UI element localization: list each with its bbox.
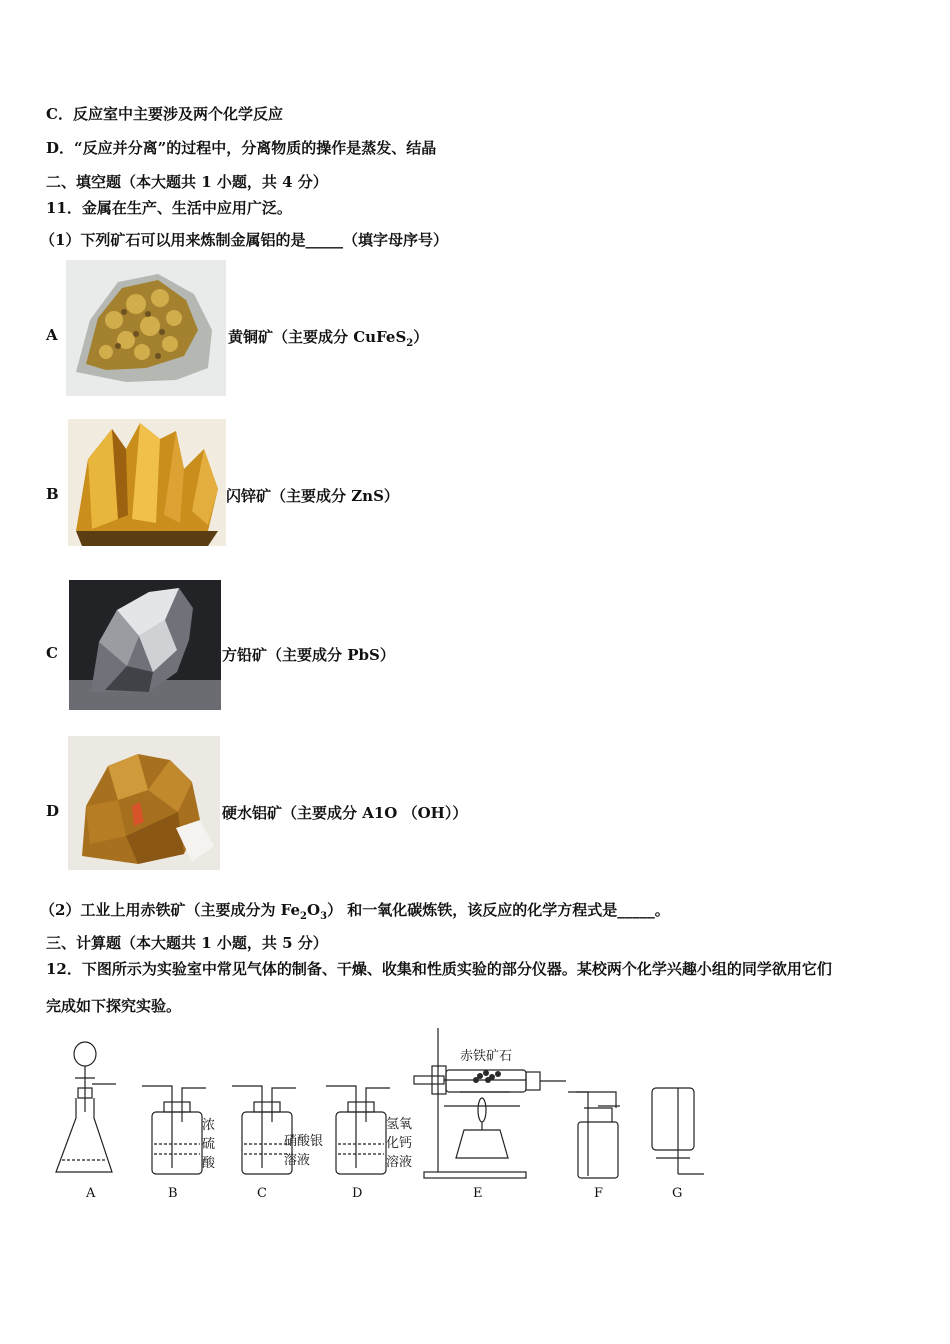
- question-11-part-1: （1）下列矿石可以用来炼制金属铝的是_____（填字母序号）: [40, 231, 448, 249]
- question-12-line-2: 完成如下探究实验。: [46, 997, 182, 1015]
- label-c-2: 溶液: [284, 1153, 311, 1168]
- chalcopyrite-photo: [66, 260, 226, 396]
- question-11: 11．金属在生产、生活中应用广泛。: [46, 199, 292, 217]
- section-3-heading: 三、计算题（本大题共 1 小题，共 5 分）: [46, 934, 328, 952]
- apparatus-letter-c: C: [257, 1186, 267, 1201]
- label-b-3: 酸: [202, 1156, 216, 1171]
- mineral-b-caption: 闪锌矿（主要成分 ZnS）: [226, 487, 399, 505]
- mineral-a-caption: 黄铜矿（主要成分 CuFeS$_2$）: [228, 328, 429, 349]
- question-11-part-2: （2）工业上用赤铁矿（主要成分为 $Fe_2O_3$） 和一氧化碳炼铁，该反应的化学方程式是_____。: [40, 901, 670, 922]
- apparatus-f: [568, 1092, 620, 1178]
- apparatus-b: [142, 1086, 206, 1174]
- apparatus-d: [326, 1086, 390, 1174]
- label-b-2: 硫: [202, 1137, 216, 1152]
- option-c: C．反应室中主要涉及两个化学反应: [46, 105, 283, 123]
- galena-photo: [69, 580, 221, 710]
- mineral-b-letter: B: [46, 485, 59, 503]
- mineral-c-letter: C: [46, 644, 58, 662]
- sphalerite-photo: [68, 419, 226, 546]
- diaspore-photo: [68, 736, 220, 870]
- label-d-3: 溶液: [386, 1155, 413, 1170]
- apparatus-letter-g: G: [672, 1186, 683, 1201]
- question-12-line-1: 12．下图所示为实验室中常见气体的制备、干燥、收集和性质实验的部分仪器。某校两个化学兴趣小组的同学欲用它们: [46, 960, 832, 978]
- apparatus-e: [414, 1028, 616, 1178]
- label-b-1: 浓: [202, 1118, 216, 1133]
- mineral-a-letter: A: [46, 326, 58, 344]
- label-d-2: 化钙: [386, 1136, 413, 1151]
- apparatus-letter-a: A: [86, 1186, 96, 1201]
- apparatus-g: [652, 1088, 704, 1174]
- lab-apparatus-diagram: [40, 1022, 720, 1207]
- label-e: 赤铁矿石: [460, 1049, 513, 1064]
- apparatus-letter-f: F: [594, 1186, 604, 1201]
- mineral-d-letter: D: [46, 802, 60, 820]
- label-c-1: 硝酸银: [284, 1134, 324, 1149]
- section-2-heading: 二、填空题（本大题共 1 小题，共 4 分）: [46, 173, 328, 191]
- label-d-1: 氢氧: [386, 1117, 413, 1132]
- apparatus-letter-e: E: [473, 1186, 483, 1201]
- mineral-d-caption: 硬水铝矿（主要成分 A1O （OH））: [222, 804, 468, 822]
- mineral-c-caption: 方铅矿（主要成分 PbS）: [222, 646, 395, 664]
- apparatus-letter-b: B: [168, 1186, 178, 1201]
- apparatus-letter-d: D: [352, 1186, 363, 1201]
- apparatus-a: [56, 1042, 116, 1172]
- option-d: D．“反应并分离”的过程中，分离物质的操作是蒸发、结晶: [46, 139, 437, 157]
